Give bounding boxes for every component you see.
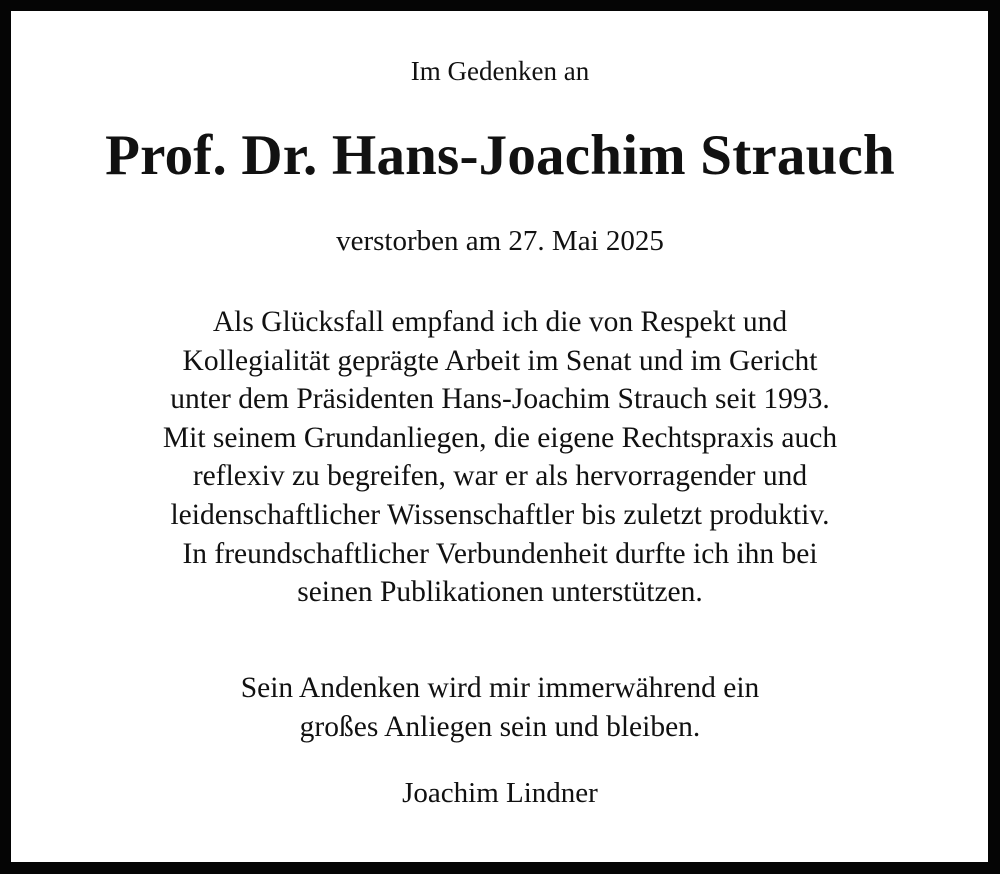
deceased-name-heading: Prof. Dr. Hans-Joachim Strauch [105,124,895,187]
tribute-line: Kollegialität geprägte Arbeit im Senat und im Gericht [182,344,818,377]
closing-line: großes Anliegen sein und bleiben. [299,710,701,743]
tribute-line: leidenschaftlicher Wissenschaftler bis zuletzt produktiv. [170,498,830,531]
tribute-paragraph [0,303,1000,612]
tribute-line: unter dem Präsidenten Hans-Joachim Strauch seit 1993. [170,383,830,416]
tribute-line: Als Glücksfall empfand ich die von Respekt und [212,306,788,338]
closing-line: Sein Andenken wird mir immerwährend ein [240,672,760,704]
tribute-line: In freundschaftlicher Verbundenheit durfte ich ihn bei [182,537,818,570]
intro-text: Im Gedenken an [410,56,590,86]
tribute-line: seinen Publikationen unterstützen. [297,576,703,609]
date-of-death: verstorben am 27. Mai 2025 [336,225,664,257]
closing-paragraph [0,669,1000,746]
tribute-line: reflexiv zu begreifen, war er als hervorragender und [192,460,808,493]
signature: Joachim Lindner [402,777,598,809]
tribute-line: Mit seinem Grundanliegen, die eigene Rechtspraxis auch [162,421,838,454]
